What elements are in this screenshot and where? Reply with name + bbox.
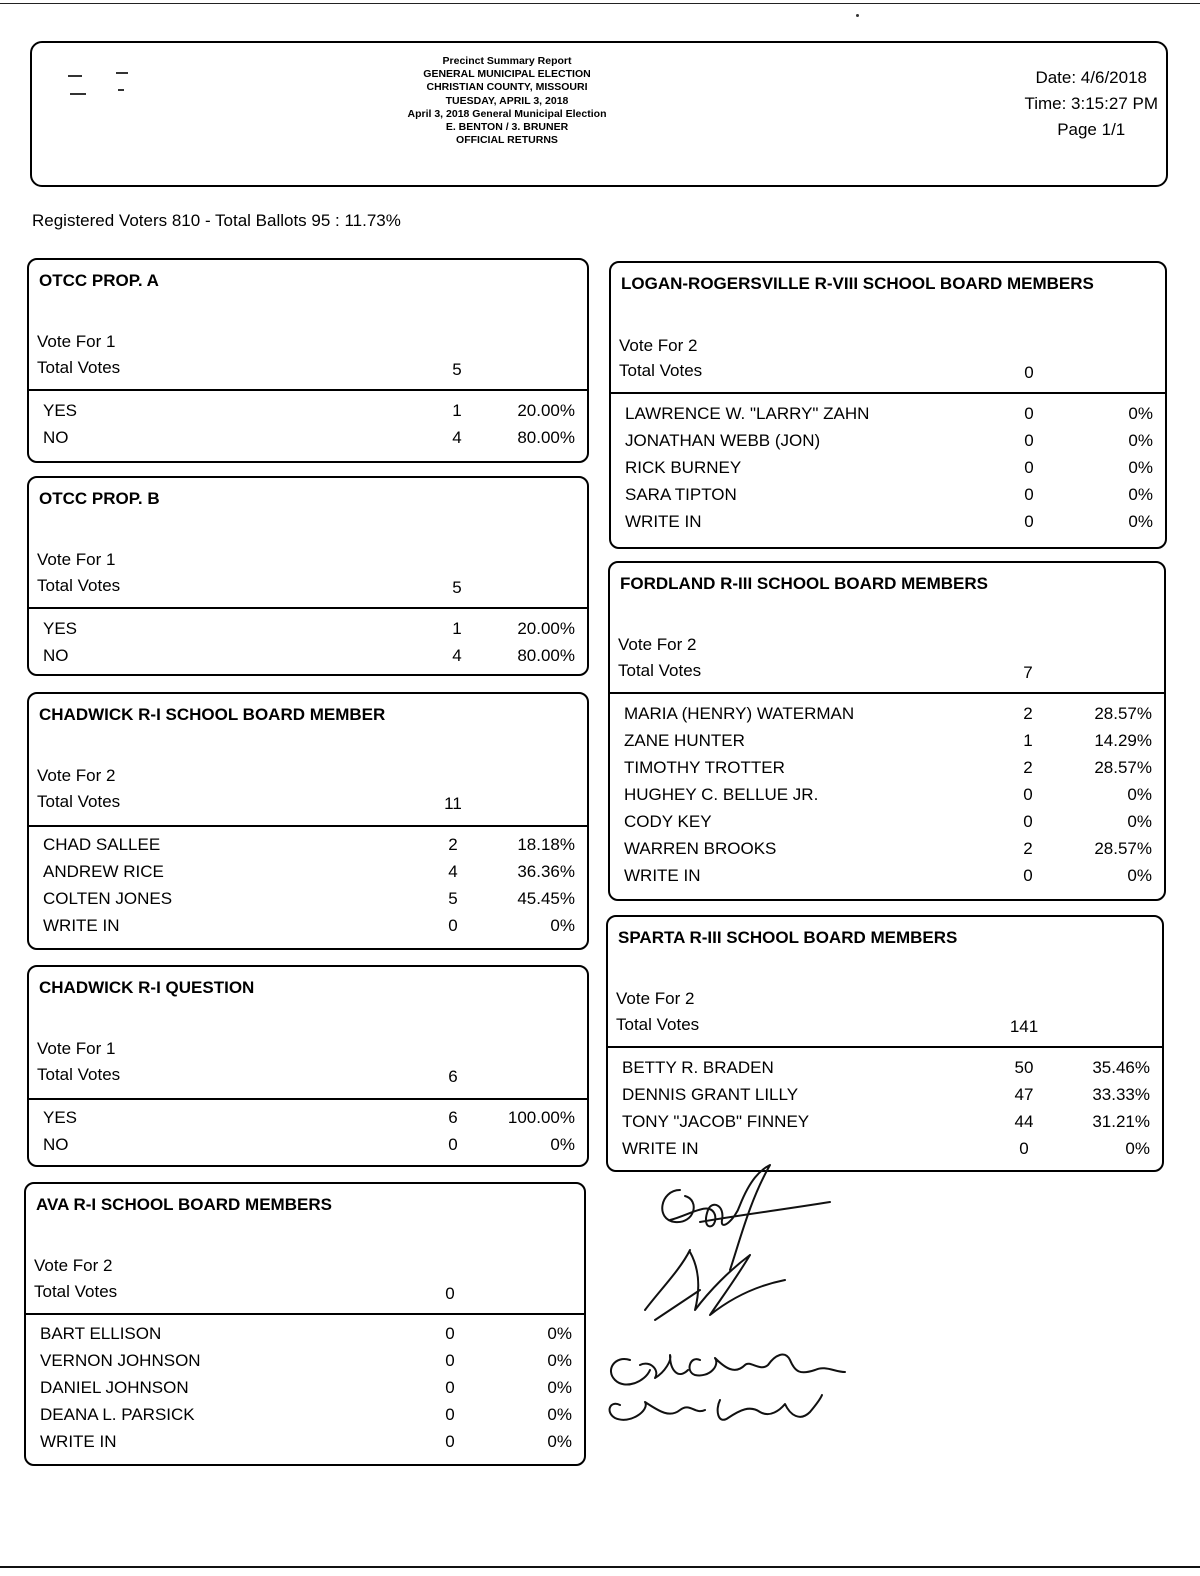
contest-title: SPARTA R-III SCHOOL BOARD MEMBERS: [618, 928, 958, 947]
candidate-name: YES: [43, 619, 78, 638]
candidate-votes: 0: [1019, 1139, 1029, 1158]
header-rule: [608, 1046, 1162, 1048]
report-header: [30, 41, 1168, 187]
report-time: Time: 3:15:27 PM: [1024, 94, 1158, 113]
candidate-votes: 0: [1024, 485, 1034, 504]
candidate-percent: 0%: [1125, 1139, 1150, 1158]
candidate-percent: 33.33%: [1092, 1085, 1150, 1104]
total-votes-value: 7: [1023, 663, 1033, 682]
candidate-name: ANDREW RICE: [43, 862, 164, 881]
candidate-votes: 0: [1024, 512, 1034, 531]
candidate-votes: 0: [448, 916, 458, 935]
candidate-name: WRITE IN: [40, 1432, 117, 1451]
contest-chadwick-r-i-school-board-member: [27, 692, 589, 950]
candidate-row: [43, 1131, 587, 1158]
vote-for-label: Vote For 2: [616, 989, 695, 1008]
candidate-row: [40, 1347, 584, 1374]
candidate-row: [625, 454, 1165, 481]
signatures-image: [600, 1160, 860, 1450]
candidate-votes: 47: [1014, 1085, 1034, 1104]
candidate-row: [625, 427, 1165, 454]
contest-title: OTCC PROP. B: [39, 489, 160, 508]
candidate-name: DENNIS GRANT LILLY: [622, 1085, 799, 1104]
candidate-row: [625, 508, 1165, 535]
candidate-name: CODY KEY: [624, 812, 712, 831]
candidate-row: [622, 1135, 1162, 1162]
candidate-percent: 80.00%: [517, 428, 575, 447]
scan-speck: [856, 14, 859, 17]
header-rule: [29, 389, 587, 391]
total-votes-label: Total Votes: [619, 361, 703, 380]
candidate-row: [622, 1108, 1162, 1135]
candidate-votes: 2: [448, 835, 458, 854]
candidate-percent: 0%: [1127, 812, 1152, 831]
turnout-summary: Registered Voters 810 - Total Ballots 95 : 11.73%: [32, 211, 401, 230]
candidate-name: YES: [43, 1108, 78, 1127]
candidate-votes: 0: [445, 1324, 455, 1343]
contest-chadwick-r-i-question: [27, 965, 589, 1167]
total-votes-value: 6: [448, 1067, 458, 1086]
candidate-row: [624, 700, 1164, 727]
contest-sparta-r-iii-school-board-members: [606, 915, 1164, 1172]
precinct-name: E. BENTON / 3. BRUNER: [445, 121, 569, 134]
returns-status: OFFICIAL RETURNS: [456, 134, 558, 147]
candidate-percent: 0%: [547, 1351, 572, 1370]
scan-edge-top: [0, 3, 1200, 4]
contest-title: CHADWICK R-I QUESTION: [39, 978, 255, 997]
candidate-name: WRITE IN: [625, 512, 702, 531]
total-votes-label: Total Votes: [37, 1065, 121, 1084]
contest-logan-rogersville-r-viii-school-board-members: [609, 261, 1167, 549]
candidate-name: MARIA (HENRY) WATERMAN: [624, 704, 855, 723]
candidate-name: NO: [43, 428, 69, 447]
candidate-name: ZANE HUNTER: [624, 731, 745, 750]
candidate-name: NO: [43, 646, 69, 665]
candidate-percent: 28.57%: [1094, 758, 1152, 777]
candidate-name: WRITE IN: [622, 1139, 699, 1158]
candidate-percent: 0%: [550, 1135, 575, 1154]
candidate-votes: 0: [445, 1432, 455, 1451]
candidate-name: TONY "JACOB" FINNEY: [622, 1112, 810, 1131]
vote-for-label: Vote For 1: [37, 550, 116, 569]
candidate-name: WRITE IN: [624, 866, 701, 885]
candidate-name: NO: [43, 1135, 69, 1154]
vote-for-label: Vote For 1: [37, 1039, 116, 1058]
vote-for-label: Vote For 2: [619, 336, 698, 355]
scan-edge-bottom: [0, 1566, 1200, 1568]
candidate-row: [624, 727, 1164, 754]
candidate-votes: 0: [445, 1378, 455, 1397]
candidate-percent: 36.36%: [517, 862, 575, 881]
candidate-percent: 0%: [1128, 458, 1153, 477]
candidate-percent: 0%: [547, 1432, 572, 1451]
report-date: Date: 4/6/2018: [1035, 68, 1147, 87]
candidate-row: [622, 1081, 1162, 1108]
candidate-row: [622, 1054, 1162, 1081]
candidate-votes: 2: [1023, 839, 1033, 858]
candidate-percent: 0%: [1128, 512, 1153, 531]
contest-otcc-prop-b: [27, 476, 589, 676]
candidate-row: [40, 1320, 584, 1347]
total-votes-label: Total Votes: [37, 576, 121, 595]
candidate-name: DEANA L. PARSICK: [40, 1405, 195, 1424]
total-votes-value: 11: [444, 794, 462, 813]
candidate-name: WARREN BROOKS: [624, 839, 777, 858]
candidate-percent: 0%: [1128, 431, 1153, 450]
candidate-percent: 28.57%: [1094, 704, 1152, 723]
candidate-percent: 28.57%: [1094, 839, 1152, 858]
candidate-row: [43, 912, 587, 939]
candidate-row: [43, 885, 587, 912]
candidate-votes: 4: [448, 862, 458, 881]
header-rule: [29, 607, 587, 609]
candidate-votes: 1: [1023, 731, 1033, 750]
candidate-votes: 1: [452, 401, 462, 420]
candidate-name: LAWRENCE W. "LARRY" ZAHN: [625, 404, 870, 423]
contest-title: FORDLAND R-III SCHOOL BOARD MEMBERS: [620, 574, 989, 593]
candidate-row: [624, 835, 1164, 862]
vote-for-label: Vote For 2: [37, 766, 116, 785]
candidate-row: [40, 1374, 584, 1401]
candidate-percent: 45.45%: [517, 889, 575, 908]
total-votes-value: 5: [452, 360, 462, 379]
candidate-name: RICK BURNEY: [625, 458, 742, 477]
candidate-row: [43, 642, 587, 669]
candidate-name: SARA TIPTON: [625, 485, 737, 504]
candidate-row: [43, 397, 587, 424]
candidate-name: YES: [43, 401, 78, 420]
vote-for-label: Vote For 1: [37, 332, 116, 351]
candidate-name: COLTEN JONES: [43, 889, 173, 908]
candidate-row: [625, 481, 1165, 508]
candidate-row: [624, 754, 1164, 781]
candidate-percent: 100.00%: [507, 1108, 575, 1127]
candidate-percent: 0%: [1128, 404, 1153, 423]
candidate-percent: 14.29%: [1094, 731, 1152, 750]
candidate-percent: 0%: [1127, 785, 1152, 804]
candidate-votes: 4: [452, 428, 462, 447]
header-rule: [29, 825, 587, 827]
candidate-name: WRITE IN: [43, 916, 120, 935]
candidate-name: BETTY R. BRADEN: [622, 1058, 774, 1077]
candidate-votes: 0: [1023, 785, 1033, 804]
candidate-percent: 0%: [1127, 866, 1152, 885]
candidate-percent: 35.46%: [1092, 1058, 1150, 1077]
candidate-percent: 31.21%: [1092, 1112, 1150, 1131]
total-votes-label: Total Votes: [37, 792, 121, 811]
header-scan-marks: [68, 69, 128, 99]
candidate-row: [43, 615, 587, 642]
candidate-name: JONATHAN WEBB (JON): [625, 431, 821, 450]
candidate-percent: 0%: [1128, 485, 1153, 504]
candidate-votes: 4: [452, 646, 462, 665]
candidate-row: [624, 808, 1164, 835]
candidate-percent: 0%: [547, 1324, 572, 1343]
header-rule: [611, 392, 1165, 394]
contest-fordland-r-iii-school-board-members: [608, 561, 1166, 901]
candidate-votes: 0: [1024, 458, 1034, 477]
candidate-row: [40, 1401, 584, 1428]
candidate-row: [43, 424, 587, 451]
candidate-votes: 0: [445, 1405, 455, 1424]
candidate-row: [624, 862, 1164, 889]
candidate-row: [624, 781, 1164, 808]
candidate-percent: 0%: [547, 1405, 572, 1424]
candidate-votes: 0: [1023, 866, 1033, 885]
candidate-row: [43, 831, 587, 858]
contest-title: LOGAN-ROGERSVILLE R-VIII SCHOOL BOARD MEMBERS: [621, 274, 1094, 293]
candidate-votes: 0: [1024, 431, 1034, 450]
report-meta: [1024, 65, 1158, 143]
total-votes-label: Total Votes: [37, 358, 121, 377]
election-description: April 3, 2018 General Municipal Election: [407, 107, 607, 120]
contest-ava-r-i-school-board-members: [24, 1182, 586, 1466]
candidate-percent: 18.18%: [517, 835, 575, 854]
candidate-percent: 0%: [550, 916, 575, 935]
total-votes-value: 5: [452, 578, 462, 597]
candidate-row: [43, 1104, 587, 1131]
header-rule: [29, 1098, 587, 1100]
candidate-name: BART ELLISON: [40, 1324, 162, 1343]
candidate-percent: 0%: [547, 1378, 572, 1397]
report-title-block: [372, 55, 642, 147]
total-votes-label: Total Votes: [618, 661, 702, 680]
candidate-votes: 1: [452, 619, 462, 638]
report-title: Precinct Summary Report: [442, 55, 572, 67]
candidate-name: DANIEL JOHNSON: [40, 1378, 189, 1397]
candidate-votes: 2: [1023, 704, 1033, 723]
candidate-votes: 5: [448, 889, 458, 908]
contest-title: AVA R-I SCHOOL BOARD MEMBERS: [36, 1195, 332, 1214]
page-number: Page 1/1: [1057, 120, 1126, 139]
candidate-name: VERNON JOHNSON: [40, 1351, 201, 1370]
candidate-votes: 0: [1023, 812, 1033, 831]
candidate-votes: 44: [1014, 1112, 1034, 1131]
election-date: TUESDAY, APRIL 3, 2018: [445, 94, 569, 107]
election-name: GENERAL MUNICIPAL ELECTION: [423, 68, 591, 81]
candidate-votes: 0: [445, 1351, 455, 1370]
total-votes-value: 0: [445, 1284, 455, 1303]
candidate-name: CHAD SALLEE: [43, 835, 161, 854]
candidate-votes: 0: [1024, 404, 1034, 423]
candidate-votes: 50: [1014, 1058, 1034, 1077]
header-rule: [26, 1313, 584, 1315]
candidate-row: [43, 858, 587, 885]
candidate-name: TIMOTHY TROTTER: [624, 758, 785, 777]
total-votes-value: 0: [1024, 363, 1034, 382]
total-votes-label: Total Votes: [34, 1282, 118, 1301]
county-name: CHRISTIAN COUNTY, MISSOURI: [426, 81, 588, 94]
candidate-votes: 0: [448, 1135, 458, 1154]
contest-title: OTCC PROP. A: [39, 271, 159, 290]
candidate-votes: 6: [448, 1108, 458, 1127]
candidate-percent: 20.00%: [517, 401, 575, 420]
candidate-percent: 20.00%: [517, 619, 575, 638]
contest-otcc-prop-a: [27, 258, 589, 463]
candidate-votes: 2: [1023, 758, 1033, 777]
candidate-name: HUGHEY C. BELLUE JR.: [624, 785, 819, 804]
candidate-row: [40, 1428, 584, 1455]
candidate-row: [625, 400, 1165, 427]
vote-for-label: Vote For 2: [34, 1256, 113, 1275]
vote-for-label: Vote For 2: [618, 635, 697, 654]
header-rule: [610, 692, 1164, 694]
total-votes-value: 141: [1009, 1017, 1039, 1036]
candidate-percent: 80.00%: [517, 646, 575, 665]
total-votes-label: Total Votes: [616, 1015, 700, 1034]
contest-title: CHADWICK R-I SCHOOL BOARD MEMBER: [39, 705, 386, 724]
